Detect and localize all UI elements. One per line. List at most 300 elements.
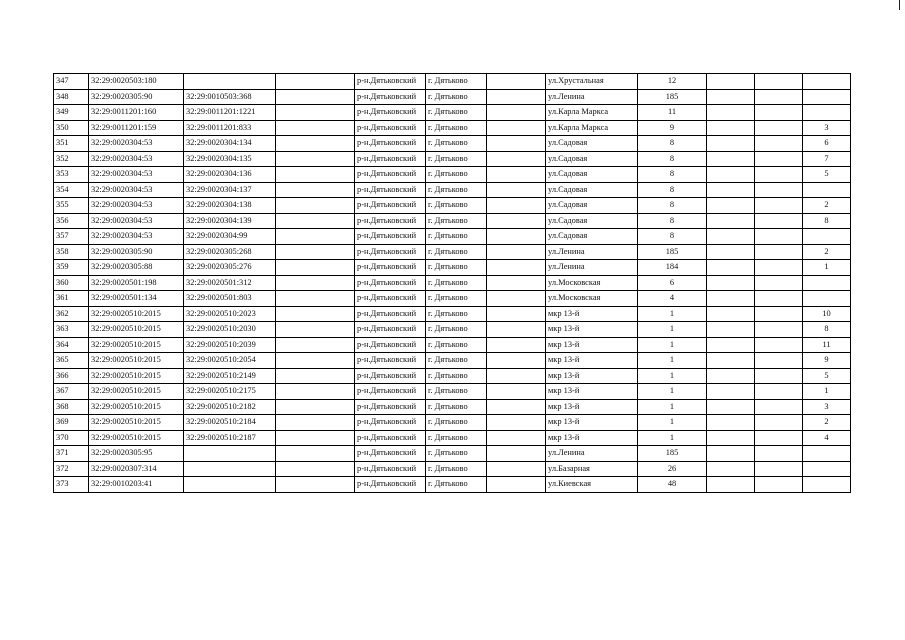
blank-column-3-cell [707, 167, 755, 183]
blank-column-2-cell [487, 337, 546, 353]
object-cadastral-number-cell: 32:29:0020510:2182 [184, 399, 276, 415]
house-number-cell: 1 [638, 415, 707, 431]
house-number-cell: 8 [638, 229, 707, 245]
blank-column-cell [276, 415, 355, 431]
table-row [54, 244, 851, 260]
district-cell: р-н.Дятьковский [355, 291, 426, 307]
house-number-cell: 1 [638, 337, 707, 353]
object-cadastral-number-cell: 32:29:0020304:136 [184, 167, 276, 183]
flat-number-cell: 4 [803, 430, 851, 446]
district-cell: р-н.Дятьковский [355, 213, 426, 229]
blank-column-2-cell [487, 399, 546, 415]
house-number-cell: 1 [638, 306, 707, 322]
city-cell: г. Дятьково [426, 337, 487, 353]
blank-column-cell [276, 306, 355, 322]
district-cell: р-н.Дятьковский [355, 105, 426, 121]
table-row [54, 291, 851, 307]
city-cell: г. Дятьково [426, 399, 487, 415]
row-number-cell: 354 [54, 182, 89, 198]
flat-number-cell: 6 [803, 136, 851, 152]
blank-column-2-cell [487, 368, 546, 384]
city-cell: г. Дятьково [426, 151, 487, 167]
city-cell: г. Дятьково [426, 136, 487, 152]
flat-number-cell: 3 [803, 399, 851, 415]
cadastral-number-cell: 32:29:0020510:2015 [89, 353, 184, 369]
district-cell: р-н.Дятьковский [355, 306, 426, 322]
blank-column-4-cell [755, 291, 803, 307]
street-cell: мкр 13-й [546, 430, 638, 446]
row-number-cell: 364 [54, 337, 89, 353]
blank-column-2-cell [487, 198, 546, 214]
flat-number-cell: 3 [803, 120, 851, 136]
flat-number-cell [803, 461, 851, 477]
blank-column-3-cell [707, 384, 755, 400]
blank-column-2-cell [487, 353, 546, 369]
blank-column-cell [276, 461, 355, 477]
table-row [54, 198, 851, 214]
house-number-cell: 1 [638, 399, 707, 415]
flat-number-cell: 2 [803, 415, 851, 431]
district-cell: р-н.Дятьковский [355, 322, 426, 338]
district-cell: р-н.Дятьковский [355, 430, 426, 446]
object-cadastral-number-cell: 32:29:0020510:2175 [184, 384, 276, 400]
blank-column-4-cell [755, 105, 803, 121]
cadastral-number-cell: 32:29:0020305:95 [89, 446, 184, 462]
row-number-cell: 351 [54, 136, 89, 152]
blank-column-2-cell [487, 136, 546, 152]
cadastral-number-cell: 32:29:0020304:53 [89, 136, 184, 152]
blank-column-2-cell [487, 167, 546, 183]
row-number-cell: 350 [54, 120, 89, 136]
house-number-cell: 185 [638, 89, 707, 105]
table-row [54, 229, 851, 245]
cadastral-number-cell: 32:29:0020304:53 [89, 229, 184, 245]
flat-number-cell [803, 105, 851, 121]
cadastral-number-cell: 32:29:0011201:160 [89, 105, 184, 121]
blank-column-cell [276, 260, 355, 276]
cadastral-number-cell: 32:29:0020305:90 [89, 244, 184, 260]
flat-number-cell [803, 182, 851, 198]
flat-number-cell: 1 [803, 384, 851, 400]
district-cell: р-н.Дятьковский [355, 477, 426, 493]
blank-column-3-cell [707, 136, 755, 152]
cadastral-number-cell: 32:29:0020305:90 [89, 89, 184, 105]
house-number-cell: 48 [638, 477, 707, 493]
city-cell: г. Дятьково [426, 120, 487, 136]
cadastral-number-cell: 32:29:0020304:53 [89, 213, 184, 229]
blank-column-2-cell [487, 446, 546, 462]
street-cell: ул.Киевская [546, 477, 638, 493]
cadastral-number-cell: 32:29:0020510:2015 [89, 399, 184, 415]
row-number-cell: 372 [54, 461, 89, 477]
blank-column-cell [276, 229, 355, 245]
city-cell: г. Дятьково [426, 477, 487, 493]
blank-column-2-cell [487, 120, 546, 136]
blank-column-cell [276, 198, 355, 214]
table-row [54, 89, 851, 105]
house-number-cell: 9 [638, 120, 707, 136]
blank-column-4-cell [755, 384, 803, 400]
blank-column-4-cell [755, 167, 803, 183]
cadastral-number-cell: 32:29:0011201:159 [89, 120, 184, 136]
blank-column-4-cell [755, 198, 803, 214]
row-number-cell: 371 [54, 446, 89, 462]
blank-column-2-cell [487, 306, 546, 322]
cadastral-number-cell: 32:29:0020304:53 [89, 151, 184, 167]
cadastral-number-cell: 32:29:0020510:2015 [89, 384, 184, 400]
district-cell: р-н.Дятьковский [355, 353, 426, 369]
flat-number-cell [803, 89, 851, 105]
object-cadastral-number-cell: 32:29:0020305:268 [184, 244, 276, 260]
street-cell: ул.Хрустальная [546, 74, 638, 90]
row-number-cell: 369 [54, 415, 89, 431]
blank-column-2-cell [487, 461, 546, 477]
property-registry-table [53, 73, 851, 493]
object-cadastral-number-cell: 32:29:0010503:368 [184, 89, 276, 105]
registry-body [54, 74, 851, 493]
blank-column-3-cell [707, 260, 755, 276]
street-cell: ул.Садовая [546, 182, 638, 198]
city-cell: г. Дятьково [426, 322, 487, 338]
house-number-cell: 8 [638, 198, 707, 214]
street-cell: мкр 13-й [546, 368, 638, 384]
blank-column-4-cell [755, 182, 803, 198]
blank-column-cell [276, 120, 355, 136]
blank-column-2-cell [487, 151, 546, 167]
table-row [54, 167, 851, 183]
city-cell: г. Дятьково [426, 275, 487, 291]
object-cadastral-number-cell: 32:29:0020510:2149 [184, 368, 276, 384]
blank-column-4-cell [755, 399, 803, 415]
table-row [54, 384, 851, 400]
table-row [54, 399, 851, 415]
table-row [54, 151, 851, 167]
district-cell: р-н.Дятьковский [355, 260, 426, 276]
flat-number-cell: 8 [803, 213, 851, 229]
blank-column-2-cell [487, 89, 546, 105]
street-cell: ул.Ленина [546, 260, 638, 276]
flat-number-cell [803, 477, 851, 493]
blank-column-2-cell [487, 182, 546, 198]
house-number-cell: 8 [638, 182, 707, 198]
blank-column-3-cell [707, 182, 755, 198]
blank-column-2-cell [487, 430, 546, 446]
flat-number-cell: 2 [803, 244, 851, 260]
table-row [54, 120, 851, 136]
blank-column-3-cell [707, 430, 755, 446]
city-cell: г. Дятьково [426, 89, 487, 105]
blank-column-3-cell [707, 415, 755, 431]
street-cell: ул.Садовая [546, 229, 638, 245]
blank-column-4-cell [755, 368, 803, 384]
table-row [54, 306, 851, 322]
row-number-cell: 360 [54, 275, 89, 291]
object-cadastral-number-cell: 32:29:0020510:2039 [184, 337, 276, 353]
row-number-cell: 349 [54, 105, 89, 121]
row-number-cell: 347 [54, 74, 89, 90]
object-cadastral-number-cell: 32:29:0011201:1221 [184, 105, 276, 121]
flat-number-cell: 11 [803, 337, 851, 353]
district-cell: р-н.Дятьковский [355, 229, 426, 245]
flat-number-cell [803, 446, 851, 462]
street-cell: ул.Ленина [546, 446, 638, 462]
cadastral-number-cell: 32:29:0020307:314 [89, 461, 184, 477]
cadastral-number-cell: 32:29:0020510:2015 [89, 415, 184, 431]
house-number-cell: 1 [638, 384, 707, 400]
blank-column-cell [276, 477, 355, 493]
street-cell: ул.Ленина [546, 89, 638, 105]
blank-column-2-cell [487, 275, 546, 291]
blank-column-cell [276, 399, 355, 415]
street-cell: мкр 13-й [546, 384, 638, 400]
object-cadastral-number-cell: 32:29:0020501:312 [184, 275, 276, 291]
district-cell: р-н.Дятьковский [355, 151, 426, 167]
street-cell: ул.Московская [546, 275, 638, 291]
cadastral-number-cell: 32:29:0020501:198 [89, 275, 184, 291]
district-cell: р-н.Дятьковский [355, 136, 426, 152]
street-cell: ул.Базарная [546, 461, 638, 477]
blank-column-3-cell [707, 74, 755, 90]
house-number-cell: 8 [638, 213, 707, 229]
row-number-cell: 348 [54, 89, 89, 105]
cadastral-number-cell: 32:29:0010203:41 [89, 477, 184, 493]
blank-column-3-cell [707, 151, 755, 167]
blank-column-cell [276, 322, 355, 338]
blank-column-4-cell [755, 229, 803, 245]
table-row [54, 260, 851, 276]
blank-column-2-cell [487, 384, 546, 400]
table-row [54, 213, 851, 229]
table-row [54, 136, 851, 152]
row-number-cell: 358 [54, 244, 89, 260]
blank-column-cell [276, 353, 355, 369]
scan-edge-mark [899, 0, 900, 10]
city-cell: г. Дятьково [426, 213, 487, 229]
cadastral-number-cell: 32:29:0020304:53 [89, 167, 184, 183]
object-cadastral-number-cell: 32:29:0020501:803 [184, 291, 276, 307]
object-cadastral-number-cell: 32:29:0011201:833 [184, 120, 276, 136]
city-cell: г. Дятьково [426, 384, 487, 400]
blank-column-4-cell [755, 260, 803, 276]
row-number-cell: 368 [54, 399, 89, 415]
table-row [54, 368, 851, 384]
blank-column-3-cell [707, 306, 755, 322]
blank-column-4-cell [755, 322, 803, 338]
blank-column-4-cell [755, 353, 803, 369]
blank-column-3-cell [707, 120, 755, 136]
flat-number-cell: 5 [803, 368, 851, 384]
street-cell: мкр 13-й [546, 353, 638, 369]
city-cell: г. Дятьково [426, 430, 487, 446]
row-number-cell: 357 [54, 229, 89, 245]
flat-number-cell: 10 [803, 306, 851, 322]
street-cell: мкр 13-й [546, 322, 638, 338]
district-cell: р-н.Дятьковский [355, 368, 426, 384]
street-cell: ул.Садовая [546, 167, 638, 183]
cadastral-number-cell: 32:29:0020304:53 [89, 182, 184, 198]
house-number-cell: 8 [638, 167, 707, 183]
city-cell: г. Дятьково [426, 461, 487, 477]
district-cell: р-н.Дятьковский [355, 74, 426, 90]
row-number-cell: 367 [54, 384, 89, 400]
street-cell: мкр 13-й [546, 415, 638, 431]
house-number-cell: 8 [638, 136, 707, 152]
house-number-cell: 1 [638, 322, 707, 338]
city-cell: г. Дятьково [426, 105, 487, 121]
blank-column-4-cell [755, 89, 803, 105]
flat-number-cell [803, 74, 851, 90]
blank-column-3-cell [707, 89, 755, 105]
row-number-cell: 363 [54, 322, 89, 338]
blank-column-cell [276, 275, 355, 291]
blank-column-3-cell [707, 322, 755, 338]
district-cell: р-н.Дятьковский [355, 415, 426, 431]
flat-number-cell: 1 [803, 260, 851, 276]
table-row [54, 461, 851, 477]
table-row [54, 353, 851, 369]
table-row [54, 446, 851, 462]
row-number-cell: 370 [54, 430, 89, 446]
row-number-cell: 359 [54, 260, 89, 276]
flat-number-cell: 7 [803, 151, 851, 167]
blank-column-4-cell [755, 415, 803, 431]
district-cell: р-н.Дятьковский [355, 182, 426, 198]
object-cadastral-number-cell: 32:29:0020304:139 [184, 213, 276, 229]
cadastral-number-cell: 32:29:0020510:2015 [89, 337, 184, 353]
city-cell: г. Дятьково [426, 198, 487, 214]
house-number-cell: 185 [638, 446, 707, 462]
blank-column-cell [276, 337, 355, 353]
cadastral-number-cell: 32:29:0020510:2015 [89, 368, 184, 384]
cadastral-number-cell: 32:29:0020510:2015 [89, 306, 184, 322]
district-cell: р-н.Дятьковский [355, 446, 426, 462]
district-cell: р-н.Дятьковский [355, 399, 426, 415]
blank-column-4-cell [755, 477, 803, 493]
blank-column-4-cell [755, 337, 803, 353]
table-row [54, 275, 851, 291]
city-cell: г. Дятьково [426, 182, 487, 198]
district-cell: р-н.Дятьковский [355, 120, 426, 136]
city-cell: г. Дятьково [426, 229, 487, 245]
house-number-cell: 4 [638, 291, 707, 307]
object-cadastral-number-cell: 32:29:0020304:135 [184, 151, 276, 167]
street-cell: ул.Московская [546, 291, 638, 307]
row-number-cell: 355 [54, 198, 89, 214]
blank-column-3-cell [707, 229, 755, 245]
blank-column-3-cell [707, 353, 755, 369]
house-number-cell: 1 [638, 368, 707, 384]
city-cell: г. Дятьково [426, 415, 487, 431]
row-number-cell: 352 [54, 151, 89, 167]
blank-column-cell [276, 430, 355, 446]
object-cadastral-number-cell: 32:29:0020304:138 [184, 198, 276, 214]
object-cadastral-number-cell: 32:29:0020305:276 [184, 260, 276, 276]
blank-column-4-cell [755, 461, 803, 477]
street-cell: ул.Садовая [546, 198, 638, 214]
blank-column-2-cell [487, 244, 546, 260]
object-cadastral-number-cell [184, 446, 276, 462]
district-cell: р-н.Дятьковский [355, 384, 426, 400]
object-cadastral-number-cell [184, 74, 276, 90]
blank-column-2-cell [487, 229, 546, 245]
blank-column-cell [276, 89, 355, 105]
row-number-cell: 356 [54, 213, 89, 229]
city-cell: г. Дятьково [426, 306, 487, 322]
blank-column-2-cell [487, 291, 546, 307]
table-row [54, 415, 851, 431]
blank-column-3-cell [707, 446, 755, 462]
object-cadastral-number-cell [184, 461, 276, 477]
blank-column-2-cell [487, 322, 546, 338]
street-cell: мкр 13-й [546, 337, 638, 353]
street-cell: мкр 13-й [546, 306, 638, 322]
blank-column-3-cell [707, 368, 755, 384]
blank-column-cell [276, 244, 355, 260]
blank-column-2-cell [487, 260, 546, 276]
street-cell: ул.Карла Маркса [546, 105, 638, 121]
object-cadastral-number-cell: 32:29:0020510:2054 [184, 353, 276, 369]
cadastral-number-cell: 32:29:0020510:2015 [89, 430, 184, 446]
blank-column-4-cell [755, 244, 803, 260]
blank-column-2-cell [487, 213, 546, 229]
table-row [54, 477, 851, 493]
blank-column-2-cell [487, 477, 546, 493]
cadastral-number-cell: 32:29:0020510:2015 [89, 322, 184, 338]
city-cell: г. Дятьково [426, 446, 487, 462]
blank-column-cell [276, 182, 355, 198]
flat-number-cell: 5 [803, 167, 851, 183]
flat-number-cell: 9 [803, 353, 851, 369]
object-cadastral-number-cell: 32:29:0020304:137 [184, 182, 276, 198]
row-number-cell: 361 [54, 291, 89, 307]
blank-column-4-cell [755, 430, 803, 446]
object-cadastral-number-cell: 32:29:0020510:2187 [184, 430, 276, 446]
flat-number-cell [803, 291, 851, 307]
blank-column-cell [276, 384, 355, 400]
street-cell: ул.Садовая [546, 213, 638, 229]
object-cadastral-number-cell: 32:29:0020304:99 [184, 229, 276, 245]
blank-column-3-cell [707, 399, 755, 415]
blank-column-4-cell [755, 74, 803, 90]
blank-column-cell [276, 213, 355, 229]
district-cell: р-н.Дятьковский [355, 89, 426, 105]
blank-column-3-cell [707, 105, 755, 121]
cadastral-number-cell: 32:29:0020503:180 [89, 74, 184, 90]
district-cell: р-н.Дятьковский [355, 461, 426, 477]
table-row [54, 105, 851, 121]
blank-column-cell [276, 136, 355, 152]
street-cell: мкр 13-й [546, 399, 638, 415]
blank-column-3-cell [707, 291, 755, 307]
table-row [54, 182, 851, 198]
blank-column-cell [276, 446, 355, 462]
district-cell: р-н.Дятьковский [355, 244, 426, 260]
city-cell: г. Дятьково [426, 260, 487, 276]
city-cell: г. Дятьково [426, 244, 487, 260]
row-number-cell: 353 [54, 167, 89, 183]
table-row [54, 322, 851, 338]
blank-column-2-cell [487, 105, 546, 121]
house-number-cell: 184 [638, 260, 707, 276]
house-number-cell: 1 [638, 353, 707, 369]
district-cell: р-н.Дятьковский [355, 337, 426, 353]
table-row [54, 430, 851, 446]
blank-column-4-cell [755, 120, 803, 136]
cadastral-number-cell: 32:29:0020305:88 [89, 260, 184, 276]
blank-column-4-cell [755, 306, 803, 322]
house-number-cell: 1 [638, 430, 707, 446]
blank-column-4-cell [755, 136, 803, 152]
